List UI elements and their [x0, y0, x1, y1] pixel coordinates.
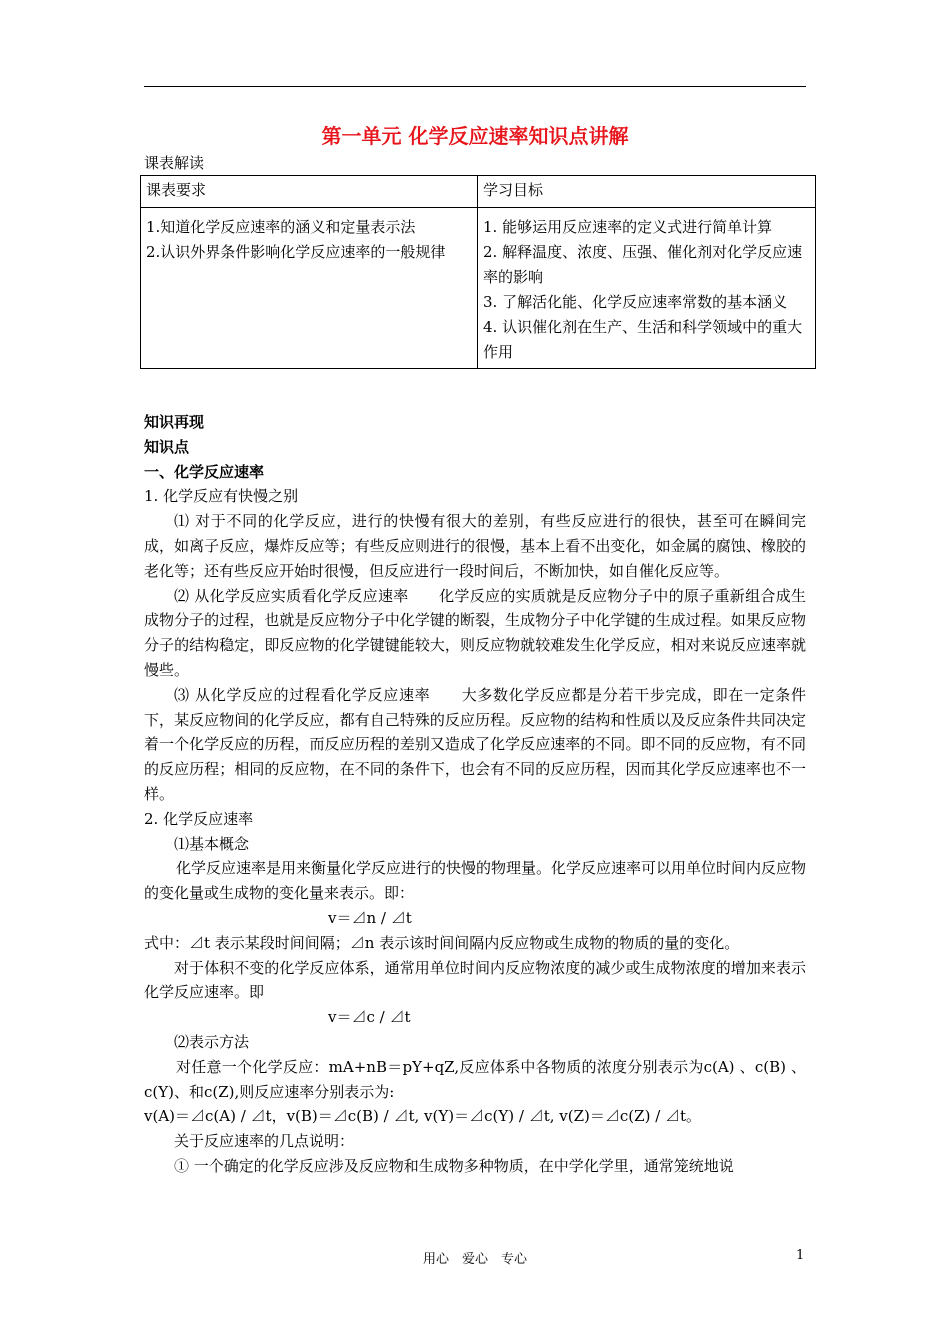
table-header-objectives: 学习目标	[478, 176, 816, 208]
requirements-cell	[141, 208, 478, 369]
paragraph: 关于反应速率的几点说明：	[174, 1132, 355, 1151]
article-body	[144, 410, 806, 1179]
objective-item: 3. 了解活化能、化学反应速率常数的基本涵义	[483, 293, 788, 311]
subheading-basic-concept: ⑴基本概念	[174, 834, 250, 853]
paragraph: ⑵ 从化学反应实质看化学反应速率 化学反应的实质就是反应物分子中的原子重新组合成生成物分子的过程，也就是反应物分子中化学键的断裂，生成物分子中化学键的生成过程。如果反应物分子的结构稳定，即反应物的化学键键能较大，则反应物就较难发生化学反应，相对来说反应速率就慢些。	[144, 586, 806, 679]
objective-item: 1. 能够运用反应速率的定义式进行简单计算	[483, 218, 773, 236]
header-rule	[144, 86, 806, 87]
table-header-row	[141, 176, 816, 208]
paragraph: 对任意一个化学反应：mA+nB＝pY+qZ,反应体系中各物质的浓度分别表示为c(A) 、c(B) 、c(Y)、和c(Z),则反应速率分别表示为:	[144, 1057, 806, 1101]
table-row	[141, 208, 816, 369]
subheading-1: 1. 化学反应有快慢之别	[144, 487, 299, 506]
subheading-2: 2. 化学反应速率	[144, 809, 254, 828]
paragraph: ⑴ 对于不同的化学反应，进行的快慢有很大的差别，有些反应进行的很快，甚至可在瞬间完成，如离子反应，爆炸反应等；有些反应则进行的很慢，基本上看不出变化，如金属的腐蚀、橡胶的老化等；还有些反应开始时很慢，但反应进行一段时间后，不断加快，如自催化反应等。	[144, 512, 806, 580]
objective-item: 2. 解释温度、浓度、压强、催化剂对化学反应速率的影响	[483, 243, 803, 286]
objective-item: 4. 认识催化剂在生产、生活和科学领域中的重大作用	[483, 318, 803, 361]
paragraph: 式中：⊿t 表示某段时间间隔；⊿n 表示该时间间隔内反应物或生成物的物质的量的变化。	[144, 933, 740, 952]
footer-motto: 用心 爱心 专心	[422, 1252, 527, 1267]
page-title: 第一单元 化学反应速率知识点讲解	[321, 124, 629, 148]
curriculum-table	[140, 175, 816, 369]
paragraph: ① 一个确定的化学反应涉及反应物和生成物多种物质，在中学化学里，通常笼统地说	[174, 1156, 734, 1175]
heading-knowledge-review: 知识再现	[144, 413, 205, 431]
paragraph: 化学反应速率是用来衡量化学反应进行的快慢的物理量。化学反应速率可以用单位时间内反应物的变化量或生成物的变化量来表示。即：	[144, 859, 807, 903]
paragraph: v(A)＝⊿c(A) / ⊿t，v(B)＝⊿c(B) / ⊿t, v(Y)＝⊿c(Y) / ⊿t, v(Z)＝⊿c(Z) / ⊿t。	[144, 1107, 702, 1126]
formula: v＝⊿n / ⊿t	[328, 908, 412, 927]
section-label: 课表解读	[144, 154, 205, 172]
paragraph: 对于体积不变的化学反应体系，通常用单位时间内反应物浓度的减少或生成物浓度的增加来表示化学反应速率。即	[144, 958, 806, 1002]
requirement-item: 2.认识外界条件影响化学反应速率的一般规律	[146, 243, 446, 261]
objectives-cell	[478, 208, 816, 369]
table-header-requirements: 课表要求	[141, 176, 478, 208]
requirement-item: 1.知道化学反应速率的涵义和定量表示法	[146, 218, 416, 236]
paragraph: ⑶ 从化学反应的过程看化学反应速率 大多数化学反应都是分若干步完成，即在一定条件下，某反应物间的化学反应，都有自己特殊的反应历程。反应物的结构和性质以及反应条件共同决定着一个化学反应的历程，而反应历程的差别又造成了化学反应速率的不同。即不同的反应物，有不同的反应历程；相同的反应物，在不同的条件下，也会有不同的反应历程，因而其化学反应速率也不一样。	[144, 685, 806, 803]
page-number: 1	[796, 1248, 805, 1263]
subheading-representation: ⑵表示方法	[174, 1032, 250, 1051]
formula: v＝⊿c / ⊿t	[328, 1008, 411, 1027]
heading-knowledge-points: 知识点	[144, 437, 190, 456]
heading-reaction-rate: 一、化学反应速率	[144, 462, 265, 481]
